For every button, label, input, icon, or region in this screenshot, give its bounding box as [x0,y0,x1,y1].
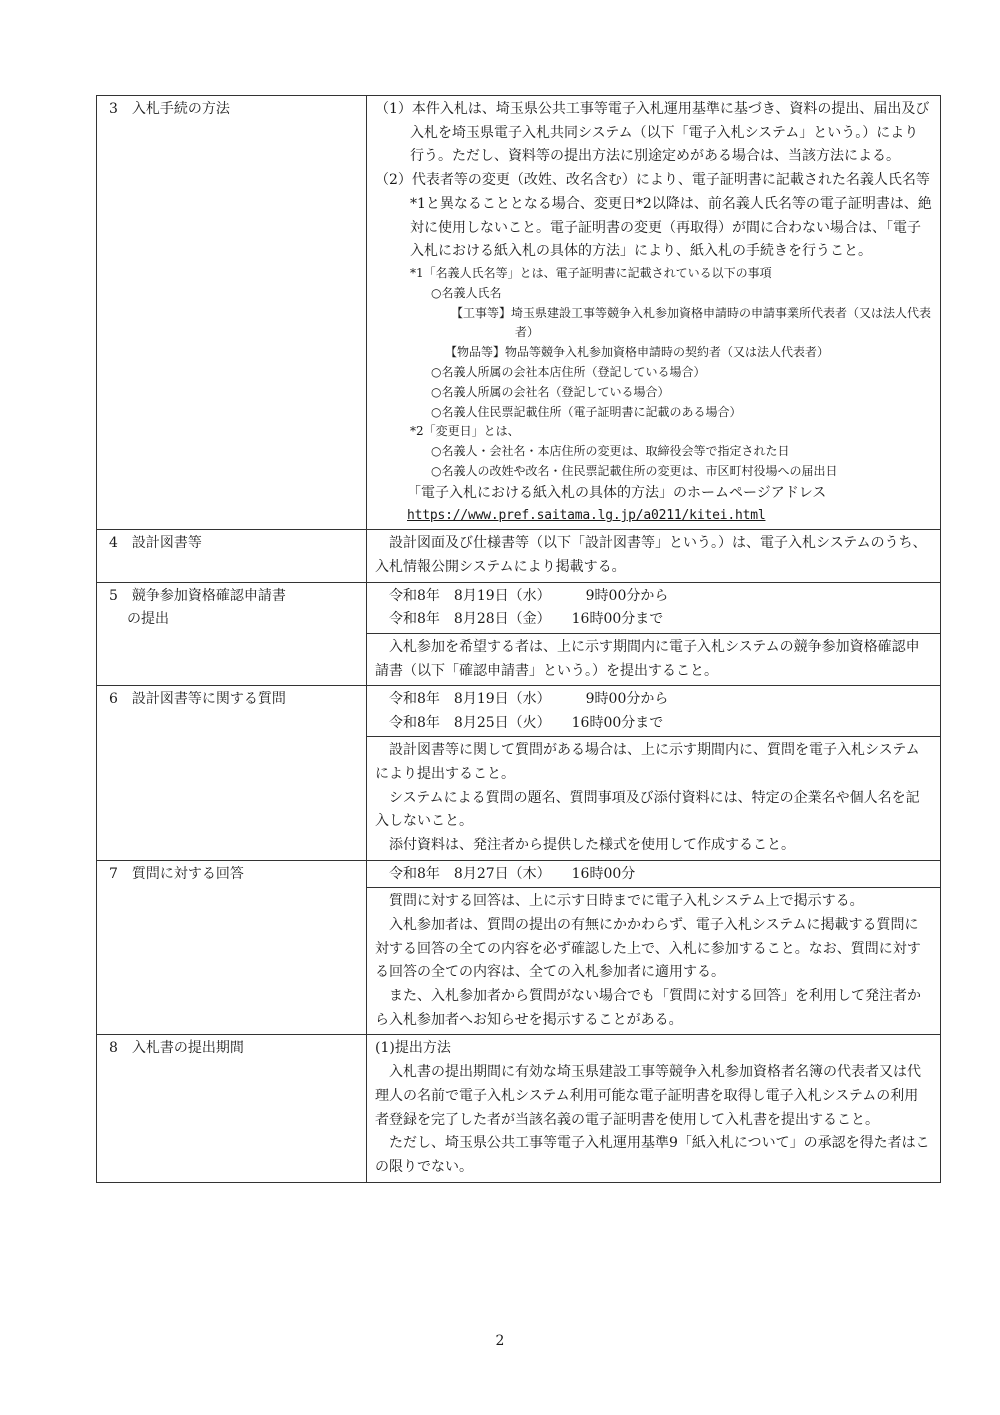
homepage-link[interactable]: https://www.pref.saitama.lg.jp/a0211/kitei.html [407,508,766,524]
row-label [97,686,367,861]
page-number: 2 [495,1333,505,1349]
period-start: 令和8年 8月19日（水） 9時00分から [389,587,669,604]
row-content [367,96,941,530]
note-item: ○名義人所属の会社本店住所（登記している場合） [431,364,706,379]
cell-divider [367,887,940,1032]
note-item: ○名義人氏名 [431,285,502,300]
row-label-text: 8 入札書の提出期間 [109,1040,244,1057]
row-label-text: 3 入札手続の方法 [109,101,230,117]
row-label [97,96,367,530]
note-item: ○名義人住民票記載住所（電子証明書に記載のある場合） [431,404,742,419]
cell-divider [367,633,940,683]
table-row [97,96,941,530]
note-item: ○名義人・会社名・本店住所の変更は、取締役会等で指定された日 [431,444,790,459]
period-start: 令和8年 8月19日（水） 9時00分から [389,691,669,708]
row-label-text: 7 質問に対する回答 [109,865,244,882]
row-label [97,1035,367,1182]
notice-table [96,95,941,1183]
row-label-text: の提出 [127,610,169,627]
subheading: (1)提出方法 [375,1040,451,1057]
period-end: 令和8年 8月28日（金） 16時00分まで [389,611,664,628]
table-row [97,686,941,861]
paragraph: 入札参加者は、質問の提出の有無にかかわらず、電子入札システムに掲載する質問に対する回答の全ての内容を必ず確認した上で、入札に参加すること。なお、質問に対する回答の全ての内容は、全ての入札参加者に適用する。 [375,916,921,981]
note-subitem: 【物品等】物品等競争入札参加資格申請時の契約者（又は法人代表者） [445,345,830,360]
paragraph: 設計図書等に関して質問がある場合は、上に示す期間内に、質問を電子入札システムにより提出すること。 [375,742,920,782]
row-content [367,860,941,1035]
paragraph: （2）代表者等の変更（改姓、改名含む）により、電子証明書に記載された名義人氏名等*1と異なることとなる場合、変更日*2以降は、前名義人氏名等の電子証明書は、絶対に使用しないこと。電子証明書の変更（再取得）が間に合わない場合は、「電子入札における紙入札の具体的方法」により、紙入札の手続きを行うこと。 [375,172,932,260]
paragraph: 質問に対する回答は、上に示す日時までに電子入札システム上で掲示する。 [389,893,864,910]
note: *2「変更日」とは、 [410,424,520,439]
paragraph: また、入札参加者から質問がない場合でも「質問に対する回答」を利用して発注者から入札参加者へお知らせを掲示することがある。 [375,988,921,1028]
answer-datetime: 令和8年 8月27日（木） 16時00分 [389,865,636,882]
paragraph: 設計図面及び仕様書等（以下「設計図書等」という。）は、電子入札システムのうち、入札情報公開システムにより掲載する。 [375,535,927,576]
table-row [97,530,941,582]
paragraph: 入札参加を希望する者は、上に示す期間内に電子入札システムの競争参加資格確認申請書（以下「確認申請書」という。）を提出すること。 [375,638,920,679]
row-label-text: 4 設計図書等 [109,535,202,552]
table-row [97,860,941,1035]
row-label [97,860,367,1035]
paragraph: 入札書の提出期間に有効な埼玉県建設工事等競争入札参加資格者名簿の代表者又は代理人の名前で電子入札システム利用可能な電子証明書を取得し電子入札システムの利用者登録を完了した者が当該名義の電子証明書を使用して入札書を提出すること。 [375,1064,921,1128]
row-label [97,530,367,582]
row-content [367,530,941,582]
note-item: ○名義人所属の会社名（登記している場合） [431,384,670,399]
note-subitem: 【工事等】埼玉県建設工事等競争入札参加資格申請時の申請事業所代表者（又は法人代表者） [451,305,932,340]
row-label-text: 5 競争参加資格確認申請書 [109,587,286,604]
row-label-text: 6 設計図書等に関する質問 [109,691,286,708]
table-row [97,1035,941,1182]
paragraph: ただし、埼玉県公共工事等電子入札運用基準9「紙入札について」の承認を得た者はこの限りでない。 [375,1135,930,1175]
note-item: ○名義人の改姓や改名・住民票記載住所の変更は、市区町村役場への届出日 [431,463,838,478]
note: *1「名義人氏名等」とは、電子証明書に記載されている以下の事項 [410,265,772,280]
row-content [367,686,941,861]
paragraph: （1）本件入札は、埼玉県公共工事等電子入札運用基準に基づき、資料の提出、届出及び入札を埼玉県電子入札共同システム（以下「電子入札システム」という。）により行う。ただし、資料等の提出方法に別途定めがある場合は、当該方法による。 [375,101,930,165]
paragraph: 添付資料は、発注者から提供した様式を使用して作成すること。 [389,837,795,854]
table-row [97,582,941,685]
document-page [96,95,932,1183]
row-content [367,1035,941,1182]
cell-divider [367,736,940,858]
paragraph: システムによる質問の題名、質問事項及び添付資料には、特定の企業名や個人名を記入しないこと。 [375,789,920,830]
period-end: 令和8年 8月25日（火） 16時00分まで [389,714,664,731]
link-label: 「電子入札における紙入札の具体的方法」のホームページアドレス [407,484,827,501]
row-content [367,582,941,685]
row-label [97,582,367,685]
